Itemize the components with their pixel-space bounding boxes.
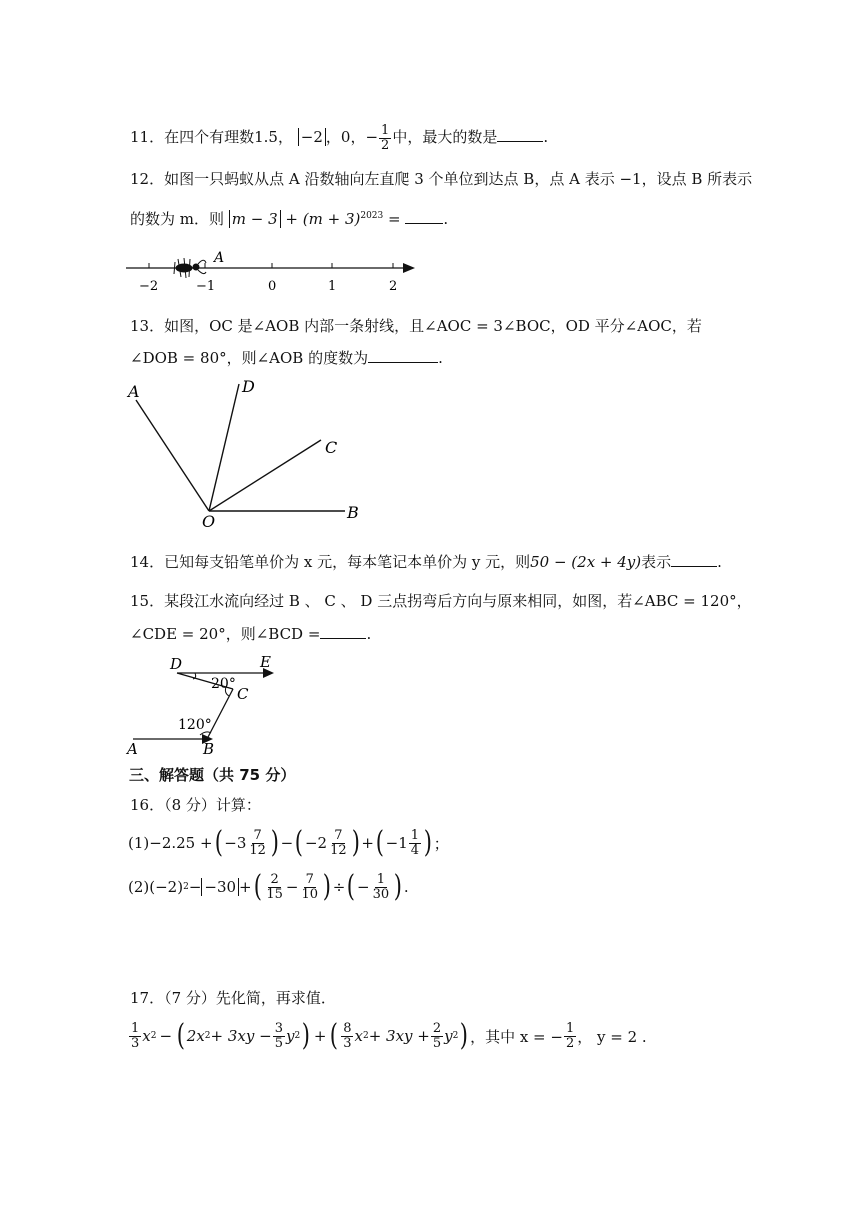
answer-blank[interactable] — [368, 348, 438, 363]
answer-blank[interactable] — [497, 127, 543, 142]
angle-label-120: 120° — [178, 717, 212, 733]
question-11: 11．在四个有理数1.5， −2 ，0，− $\frac{1}{2}$ 中，最大的数是 . — [130, 123, 549, 153]
question-text: 如图，OC 是∠AOB 内部一条射线，且∠AOC = 3∠BOC，OD 平分∠AOC，若 — [164, 317, 702, 335]
label-a: A — [127, 740, 138, 758]
question-number: 12． — [130, 170, 165, 188]
question-14: 14．已知每支铅笔单价为 x 元，每本笔记本单价为 y 元，则50 − (2x + 4y)表示 . — [130, 553, 722, 571]
label-o: O — [202, 512, 216, 531]
absolute-value: −30 — [201, 878, 239, 896]
section-heading: 三、解答题（共 75 分） — [129, 766, 296, 784]
question-17-head: 17．（7 分）先化简，再求值． — [130, 989, 336, 1007]
exponent: 2023 — [360, 211, 384, 221]
label-d: D — [242, 377, 255, 396]
value-1-5: 1.5 — [254, 128, 278, 147]
answer-blank[interactable] — [320, 624, 366, 639]
question-12-line-1 — [130, 168, 752, 189]
label-e: E — [260, 653, 271, 671]
river-figure — [120, 650, 290, 760]
power-expression: (m + 3) — [302, 210, 361, 228]
arrow-head — [403, 263, 415, 273]
label-b: B — [203, 740, 215, 758]
question-13-line-2: ∠DOB = 80°，则∠AOB 的度数为 . — [130, 349, 443, 367]
number-line-figure — [120, 245, 430, 295]
angle-label-20: 20° — [211, 676, 236, 692]
tick-label: 0 — [268, 279, 277, 294]
tick-label: −2 — [139, 279, 159, 294]
ray-oc — [209, 440, 321, 511]
fraction-one-half: $\frac{1}{2}$ — [381, 123, 390, 153]
question-text: 已知每支铅笔单价为 x 元，每本笔记本单价为 y 元，则 — [164, 553, 531, 571]
answer-blank[interactable] — [671, 552, 717, 567]
question-number: 15． — [130, 592, 165, 610]
tick-label: 1 — [328, 279, 337, 294]
question-text: 如图一只蚂蚁从点 A 沿数轴向左直爬 3 个单位到达点 B，点 A 表示 −1，设点 B 所表示 — [164, 170, 753, 188]
question-number: 13． — [130, 317, 165, 335]
label-a: A — [128, 382, 140, 401]
question-number: 11． — [130, 128, 165, 147]
ray-oa — [136, 400, 209, 511]
label-b: B — [347, 503, 359, 522]
question-number: 14． — [130, 553, 165, 571]
label-c: C — [325, 438, 338, 457]
question-17-expression: $\frac{1}{3}$ x 2 − ( 2x 2 + 3xy − $\frac{3}{5}$ y 2 ) + ( $\frac{8}{3}$ x 2 + 3xy + $\frac{2}{5}$ y 2 ) ，其中 x = − $\frac{1}{2}$ ， y = 2 . — [131, 1018, 647, 1053]
question-16-head: 16．（8 分）计算： — [130, 796, 261, 814]
question-text: 在四个有理数 — [164, 128, 255, 147]
value-zero: 0 — [340, 128, 351, 147]
tick-label: 2 — [389, 279, 398, 294]
question-16-part-2: (2) (−2) 2 − −30 + ( $\frac{2}{15}$ − $\frac{7}{10}$ ) ÷ ( − $\frac{1}{30}$ ) . — [128, 869, 409, 904]
expression: 50 − (2x + 4y) — [530, 553, 642, 571]
label-c: C — [237, 685, 249, 703]
ray-od — [209, 384, 239, 511]
absolute-value: −2 — [298, 128, 326, 146]
tick-label: −1 — [196, 279, 216, 294]
question-15-line-2: ∠CDE = 20°，则∠BCD = . — [130, 625, 372, 643]
question-text: 某段江水流向经过 B 、 C 、 D 三点拐弯后方向与原来相同，如图，若∠ABC = 120°， — [164, 592, 752, 610]
question-16-part-1: (1) −2.25 + ( −3 $\frac{7}{12}$ ) − ( −2 $\frac{7}{12}$ ) + ( −1 $\frac{1}{4}$ ) ； — [128, 825, 449, 860]
question-15-line-1 — [130, 590, 752, 611]
angle-figure — [120, 372, 370, 532]
answer-blank[interactable] — [405, 209, 443, 224]
question-13-line-1 — [130, 315, 702, 336]
label-d: D — [170, 655, 183, 673]
absolute-value: m − 3 — [229, 210, 281, 228]
question-12-line-2: 的数为 m．则 $m - 3 + (m + 3)^{2023}$ = . — [130, 210, 449, 228]
point-label-a: A — [214, 250, 225, 266]
